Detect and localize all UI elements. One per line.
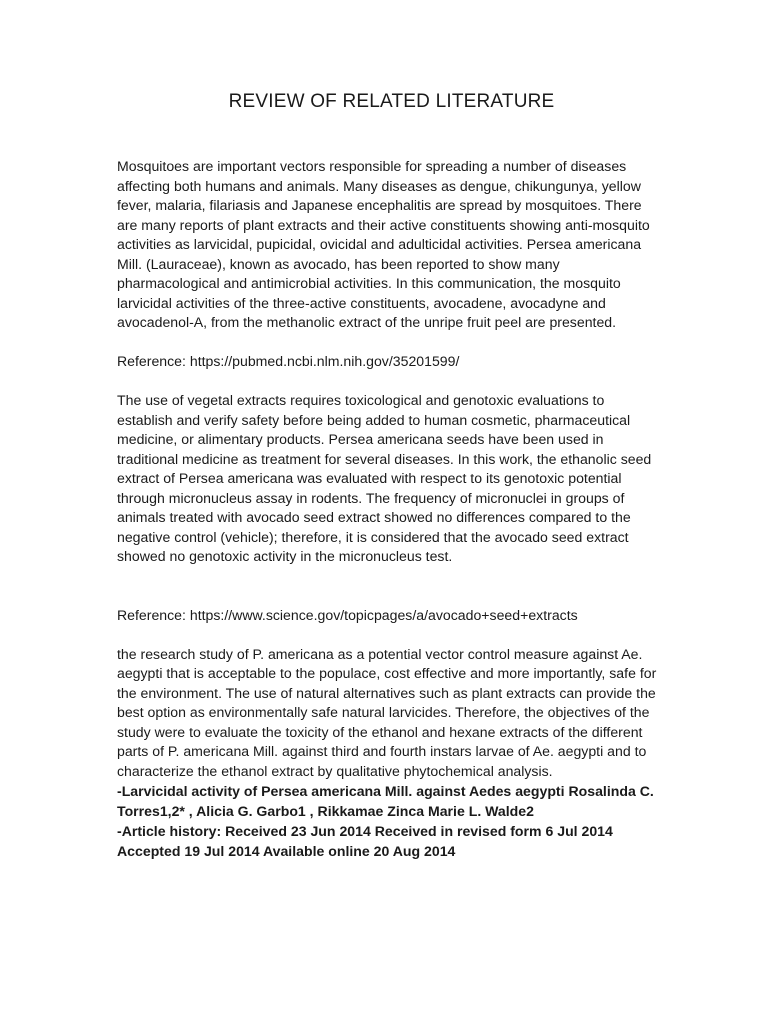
paragraph-genotoxic-evaluation: The use of vegetal extracts requires toxicological and genotoxic evaluations to establish and verify safety before being added to human cosmetic, pharmaceutical medicine, or alimentary products. Persea americana seeds have been used in traditional medicine as treatment for several diseases. In this work, the ethanolic seed extract of Persea americana was evaluated with respect to its genotoxic potential through micronucleus assay in rodents. The frequency of micronuclei in groups of animals treated with avocado seed extract showed no differences compared to the negative control (vehicle); therefore, it is considered that the avocado seed extract showed no genotoxic activity in the micronucleus test. bbox=[117, 392, 652, 564]
spacer bbox=[117, 625, 658, 645]
spacer bbox=[117, 567, 658, 606]
citation-article-history: -Article history: Received 23 Jun 2014 Received in revised form 6 Jul 2014 Accepted 19 Jul 2014 Available online 20 Aug 2014 bbox=[117, 823, 613, 859]
paragraph-research-study: the research study of P. americana as a potential vector control measure against Ae. aegypti that is acceptable to the populace, cost effective and more importantly, safe for the environment. The use of natural alternatives such as plant extracts can provide the best option as environmentally safe natural larvicides. Therefore, the objectives of the study were to evaluate the toxicity of the ethanol and hexane extracts of the different parts of P. americana Mill. against third and fourth instars larvae of Ae. aegypti and to characterize the ethanol extract by qualitative phytochemical analysis. bbox=[117, 645, 657, 779]
page-title: REVIEW OF RELATED LITERATURE bbox=[228, 91, 555, 112]
reference-science-gov: Reference: https://www.science.gov/topicpages/a/avocado+seed+extracts bbox=[117, 606, 578, 623]
paragraph-mosquito-vectors: Mosquitoes are important vectors responsible for spreading a number of diseases affecting both humans and animals. Many diseases as dengue, chikungunya, yellow fever, malaria, filariasis and Japanese encephalitis are spread by mosquitoes. There are many reports of plant extracts and their active constituents showing anti-mosquito activities as larvicidal, pupicidal, ovicidal and adulticidal activities. Persea americana Mill. (Lauraceae), known as avocado, has been reported to show many pharmacological and antimicrobial activities. In this communication, the mosquito larvicidal activities of the three-active constituents, avocadene, avocadyne and avocadenol-A, from the methanolic extract of the unripe fruit peel are presented. bbox=[117, 158, 650, 330]
reference-pubmed: Reference: https://pubmed.ncbi.nlm.nih.gov/35201599/ bbox=[117, 353, 460, 369]
spacer bbox=[117, 333, 658, 353]
citation-title: -Larvicidal activity of Persea americana Mill. against Aedes aegypti Rosalinda C. Torres1,2* , Alicia G. Garbo1 , Rikkamae Zinca Marie L. Walde2 bbox=[117, 783, 654, 819]
spacer bbox=[117, 372, 658, 392]
